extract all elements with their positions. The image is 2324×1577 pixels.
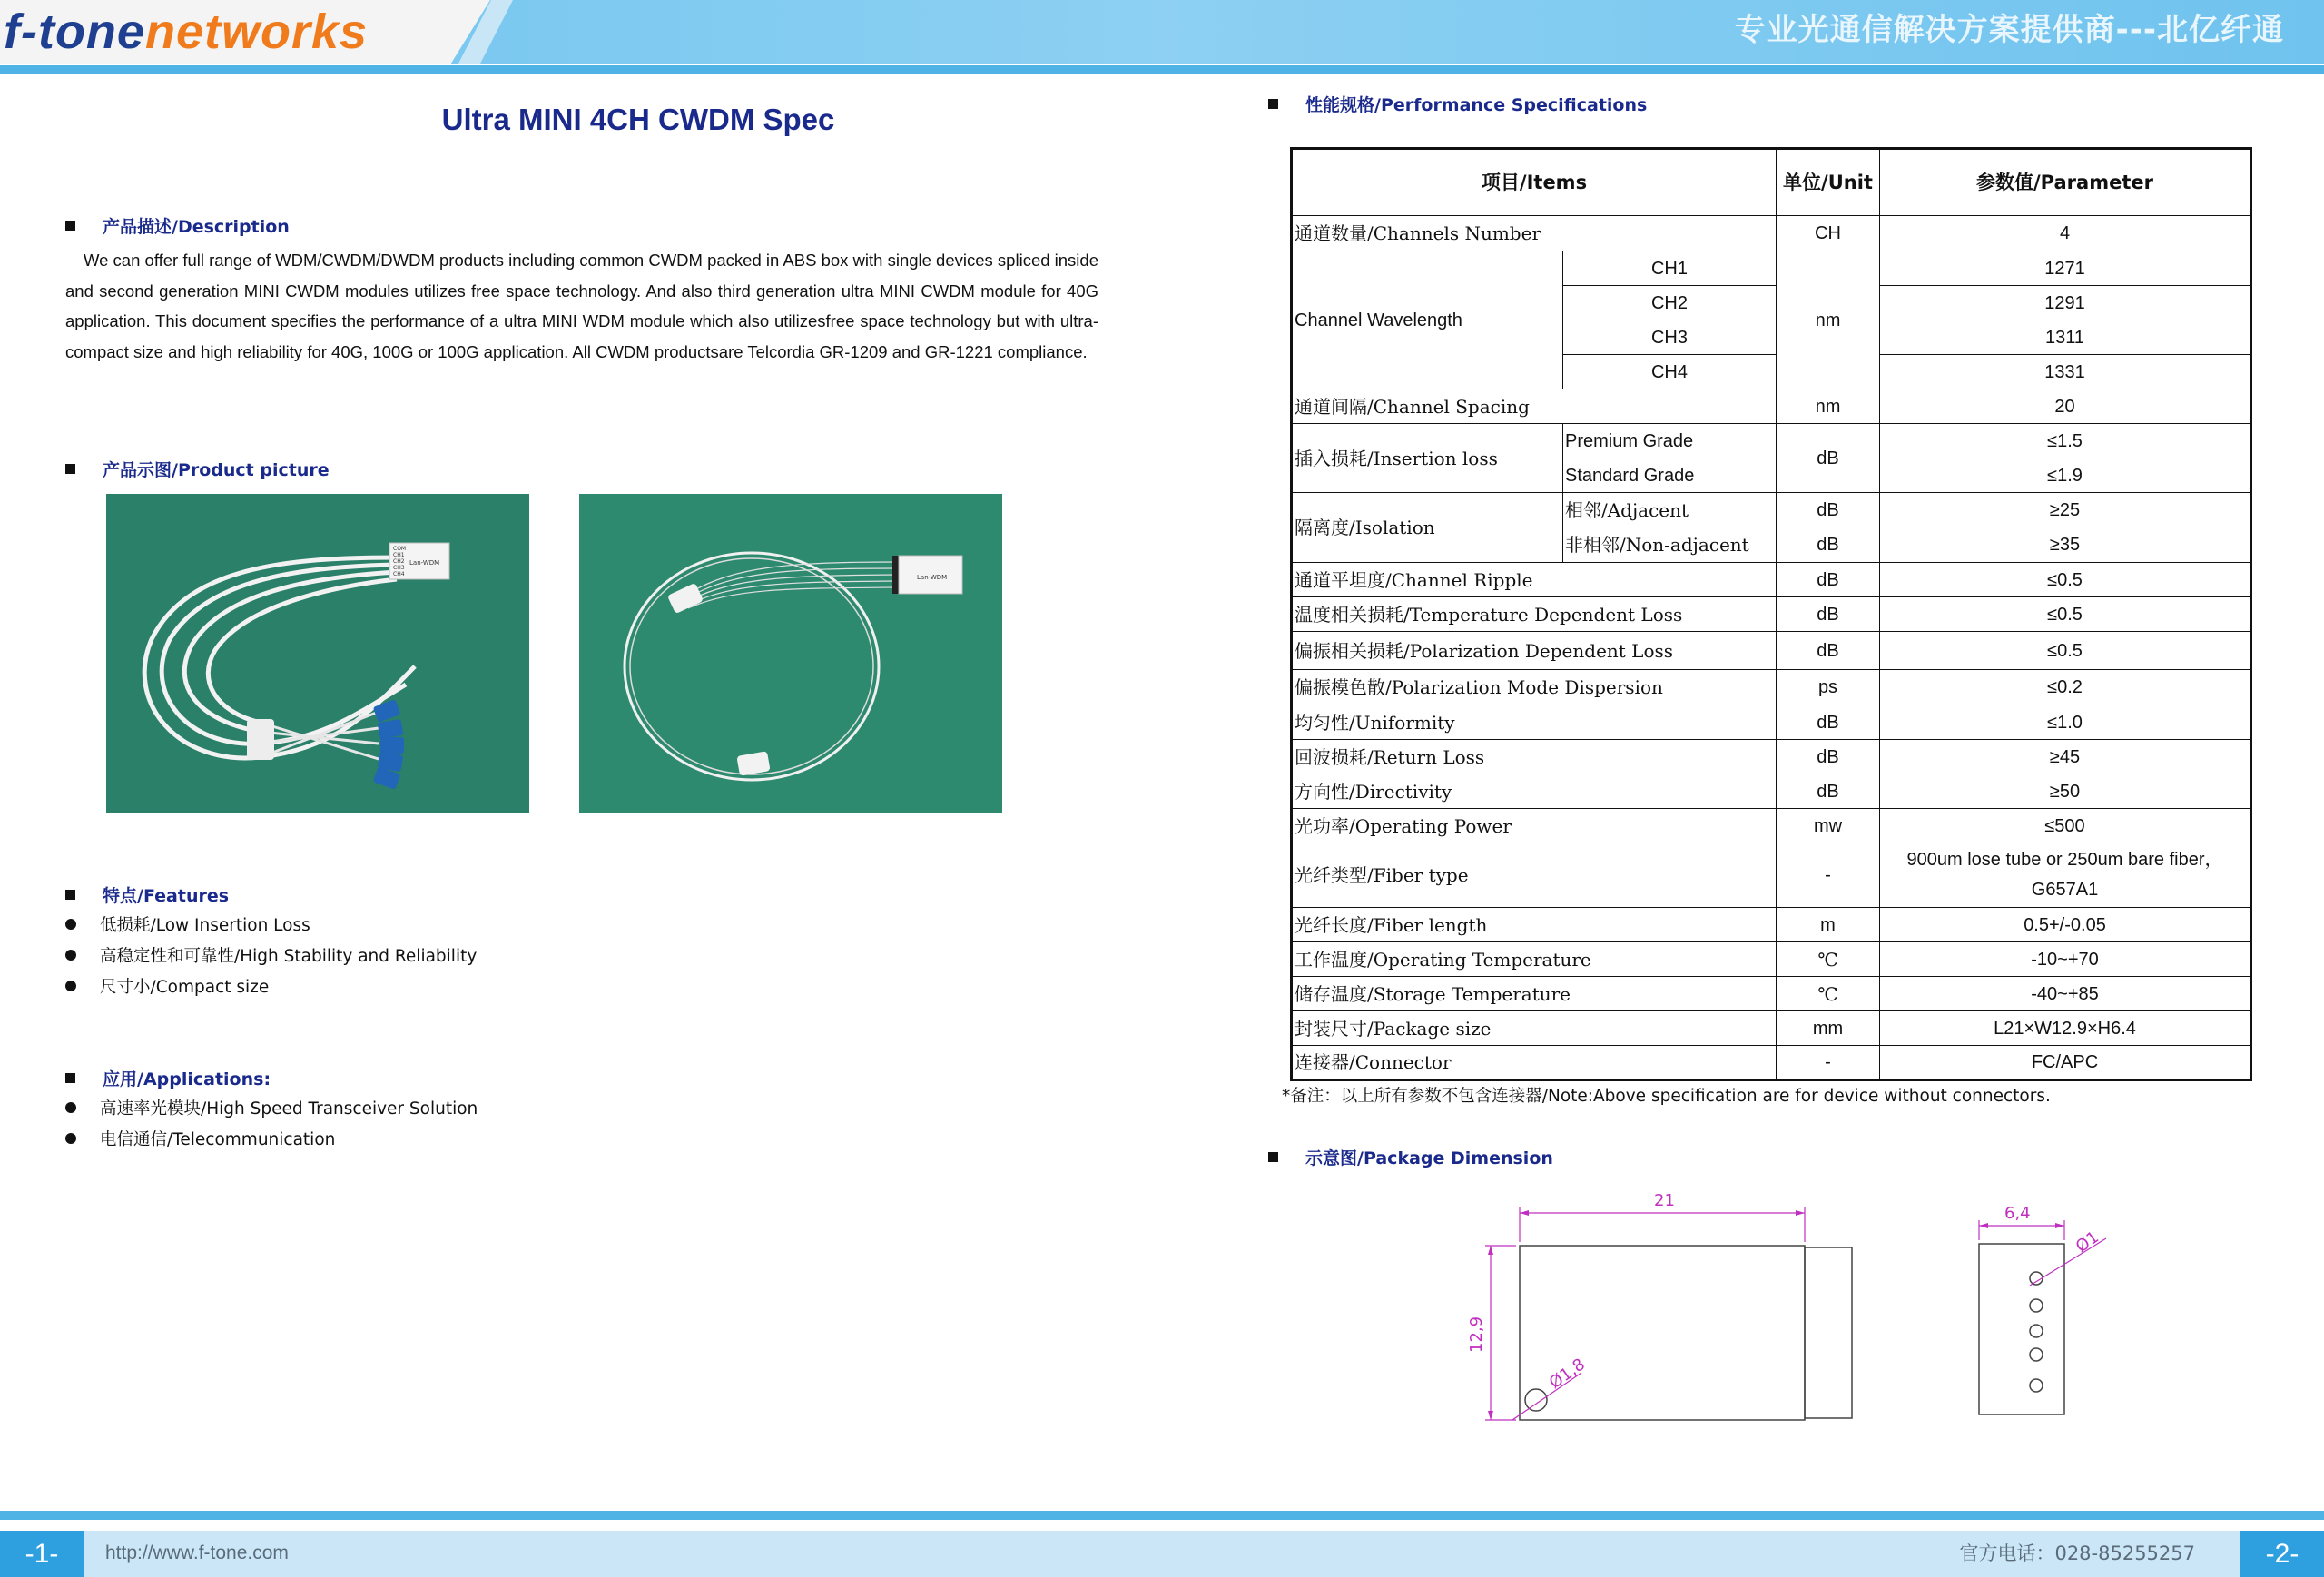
fiber-port [2030, 1325, 2043, 1337]
svg-text:CH2: CH2 [393, 558, 405, 565]
mount-hole [1525, 1389, 1547, 1411]
table-footnote: *备注：以上所有参数不包含连接器/Note:Above specification are for device without connectors. [1282, 1087, 2051, 1106]
header-items: 项目/Items [1292, 149, 1777, 216]
table-row: 工作温度/Operating Temperature ℃ -10~+70 [1292, 942, 2251, 977]
table-row: 回波损耗/Return Loss dB ≥45 [1292, 740, 2251, 774]
package-boot [1805, 1247, 1852, 1418]
round-bullet-icon [65, 919, 76, 930]
svg-text:CH4: CH4 [393, 571, 405, 577]
package-dimension-drawing [1452, 1180, 2142, 1434]
feature-item: 高稳定性和可靠性/High Stability and Reliability [65, 945, 477, 969]
document-title: Ultra MINI 4CH CWDM Spec [441, 103, 835, 136]
description-text: We can offer full range of WDM/CWDM/DWDM products including common CWDM packed in ABS box with single devices spliced inside and second generation MINI CWDM modules utilizes free space technology. And also third generation ultra MINI CWDM module for 40G application. This document specifies the performance of a ultra MINI WDM module which also utilizesfree space technology but with ultra-compact size and high reliability for 40G, 100G or 100G application. All CWDM productsare Telcordia GR-1209 and GR-1221 compliance. [65, 251, 1098, 361]
table-row: 插入损耗/Insertion loss Premium Grade dB ≤1.5 [1292, 424, 2251, 458]
header-rule [0, 65, 2324, 74]
footer-website-link[interactable]: http://www.f-tone.com [105, 1543, 289, 1563]
application-item: 电信通信/Telecommunication [65, 1129, 335, 1152]
footer-rule [0, 1511, 2324, 1520]
application-item: 高速率光模块/High Speed Transceiver Solution [65, 1098, 478, 1121]
footer-phone: 官方电话：028-85255257 [1959, 1543, 2195, 1564]
table-row: 偏振相关损耗/Polarization Dependent Loss dB ≤0.5 [1292, 632, 2251, 670]
table-row: CH4 1331 [1292, 355, 2251, 389]
table-row: 均匀性/Uniformity dB ≤1.0 [1292, 705, 2251, 740]
table-header-row [1292, 149, 2251, 216]
table-row: CH2 1291 [1292, 286, 2251, 320]
table-row: 光功率/Operating Power mw ≤500 [1292, 809, 2251, 843]
fiber-port [2030, 1299, 2043, 1312]
table-row: Standard Grade ≤1.9 [1292, 458, 2251, 493]
performance-spec-heading: 性能规格/Performance Specifications [1268, 94, 1647, 117]
svg-text:Lan-WDM: Lan-WDM [409, 559, 440, 567]
fiber-port [2030, 1348, 2043, 1361]
square-bullet-icon [65, 221, 75, 231]
dimension-width-label: 6,4 [2004, 1204, 2031, 1223]
square-bullet-icon [1268, 1152, 1278, 1162]
description-heading: 产品描述/Description [65, 215, 290, 239]
feature-item: 尺寸小/Compact size [65, 976, 269, 1000]
table-row: 光纤长度/Fiber length m 0.5+/-0.05 [1292, 908, 2251, 942]
svg-text:CH3: CH3 [393, 565, 405, 571]
product-photo-1 [106, 494, 529, 813]
svg-text:COM: COM [393, 546, 407, 552]
square-bullet-icon [65, 890, 75, 900]
table-row: 温度相关损耗/Temperature Dependent Loss dB ≤0.5 [1292, 597, 2251, 632]
applications-heading: 应用/Applications: [65, 1068, 271, 1091]
dimension-pin-label: Ø1 [2072, 1227, 2102, 1257]
header-slogan: 专业光通信解决方案提供商---北亿纤通 [1734, 12, 2284, 48]
round-bullet-icon [65, 1102, 76, 1113]
square-bullet-icon [1268, 99, 1278, 109]
round-bullet-icon [65, 981, 76, 991]
table-row: 通道间隔/Channel Spacing nm 20 [1292, 389, 2251, 424]
product-photo-2 [579, 494, 1002, 813]
features-heading: 特点/Features [65, 884, 229, 908]
page-number-right: -2- [2240, 1531, 2324, 1577]
dimension-height-label: 12,9 [1467, 1316, 1486, 1353]
feature-item: 低损耗/Low Insertion Loss [65, 914, 310, 938]
package-side-view [1979, 1244, 2064, 1414]
table-row: 光纤类型/Fiber type - 900um lose tube or 250um bare fiber， G657A1 [1292, 843, 2251, 908]
svg-text:Lan-WDM: Lan-WDM [917, 574, 948, 581]
table-row: 通道数量/Channels Number CH 4 [1292, 216, 2251, 251]
table-row: 非相邻/Non-adjacent dB ≥35 [1292, 527, 2251, 563]
package-dimension-heading: 示意图/Package Dimension [1268, 1147, 1553, 1170]
table-row: 隔离度/Isolation 相邻/Adjacent dB ≥25 [1292, 493, 2251, 527]
square-bullet-icon [65, 464, 75, 474]
product-picture-heading: 产品示图/Product picture [65, 458, 330, 482]
round-bullet-icon [65, 1133, 76, 1144]
page-number-left: -1- [0, 1531, 84, 1577]
fiber-port [2030, 1379, 2043, 1392]
table-row: 封装尺寸/Package size mm L21×W12.9×H6.4 [1292, 1011, 2251, 1046]
table-row: 偏振模色散/Polarization Mode Dispersion ps ≤0.2 [1292, 670, 2251, 705]
table-row: Channel Wavelength CH1 nm 1271 [1292, 251, 2251, 286]
package-body [1520, 1246, 1805, 1420]
table-row: CH3 1311 [1292, 320, 2251, 355]
header-parameter: 参数值/Parameter [1880, 149, 2251, 216]
table-row: 连接器/Connector - FC/APC [1292, 1046, 2251, 1080]
performance-spec-table [1290, 147, 2252, 1081]
dimension-length-label: 21 [1654, 1191, 1675, 1210]
round-bullet-icon [65, 950, 76, 961]
dimension-hole-label: Ø1,8 [1545, 1355, 1589, 1394]
table-row: 方向性/Directivity dB ≥50 [1292, 774, 2251, 809]
table-row: 通道平坦度/Channel Ripple dB ≤0.5 [1292, 563, 2251, 597]
table-row: 储存温度/Storage Temperature ℃ -40~+85 [1292, 977, 2251, 1011]
square-bullet-icon [65, 1073, 75, 1083]
header-unit: 单位/Unit [1777, 149, 1880, 216]
company-logo: f-tonenetworks [4, 5, 369, 59]
svg-text:CH1: CH1 [393, 552, 405, 558]
